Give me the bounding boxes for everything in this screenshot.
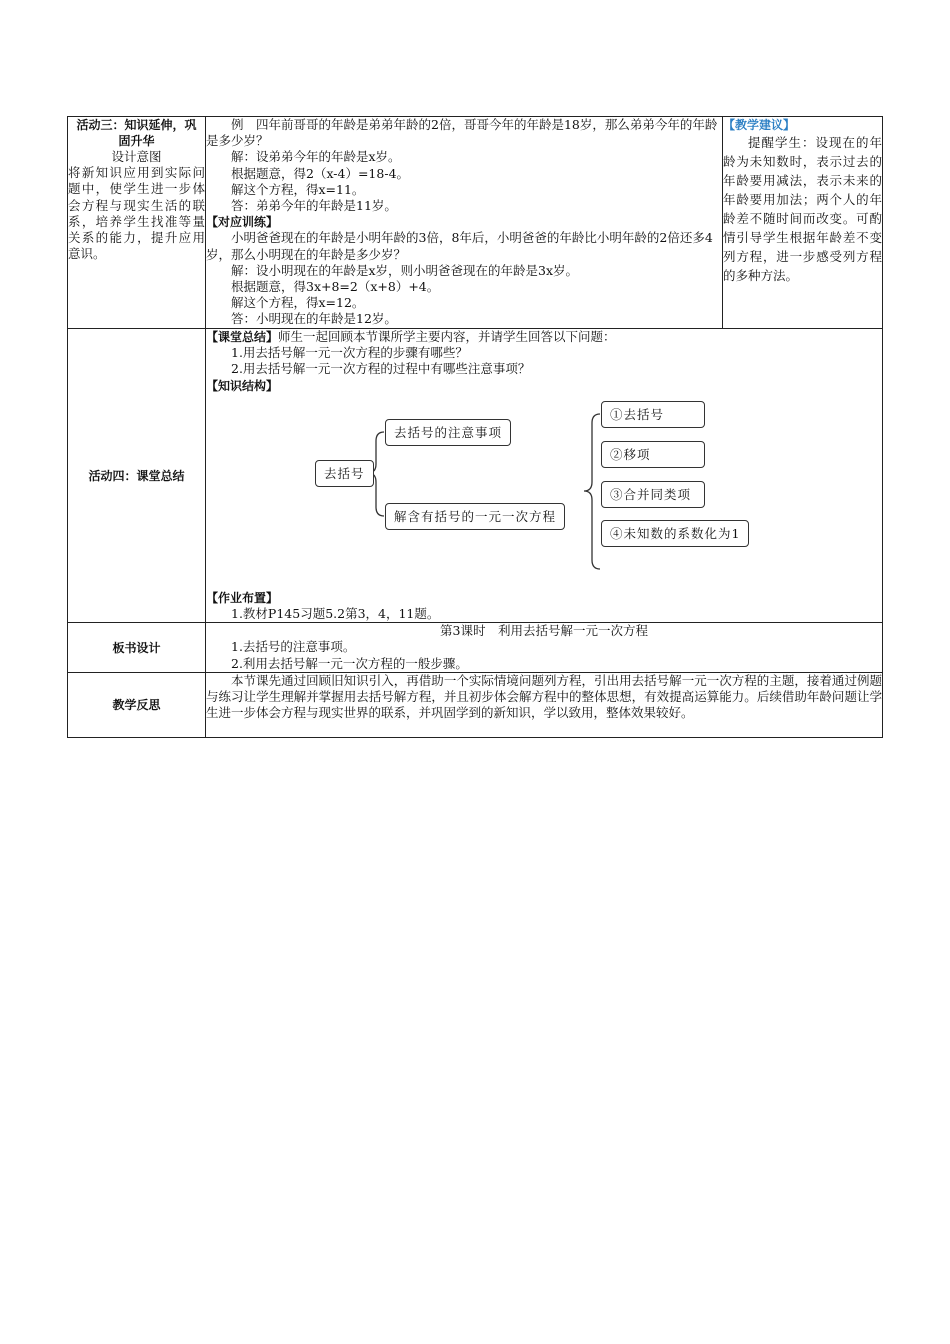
reflection-label-cell <box>68 672 206 737</box>
diagram-connectors <box>206 394 866 590</box>
board-line-2: 2.利用去括号解一元一次方程的一般步骤。 <box>231 655 468 671</box>
homework-label: 【作业布置】 <box>206 590 279 605</box>
reflection-title: 教学反思 <box>112 698 161 713</box>
map-step-2: ②移项 <box>601 441 705 468</box>
design-intent-label: 设计意图 <box>111 149 162 164</box>
steps-brace <box>584 414 600 569</box>
board-design-label-cell <box>68 623 206 673</box>
practice-question: 小明爸爸现在的年龄是小明年龄的3倍，8年后，小明爸爸的年龄比小明年龄的2倍还多4岁，那么小明现在的年龄是多少岁？ <box>206 230 713 262</box>
example-solution-2: 根据题意，得2（x-4）=18-4。 <box>231 165 410 181</box>
activity4-label-cell <box>68 329 206 623</box>
board-line-1: 1.去括号的注意事项。 <box>231 639 356 655</box>
homework-text: 1.教材P145习题5.2第3，4，11题。 <box>231 606 440 622</box>
activity4-title: 活动四：课堂总结 <box>88 469 185 484</box>
practice-solution-4: 答：小明现在的年龄是12岁。 <box>231 311 397 327</box>
structure-label: 【知识结构】 <box>206 378 279 393</box>
board-heading: 第3课时 利用去括号解一元一次方程 <box>440 623 648 639</box>
reflection-row <box>68 672 883 737</box>
map-step-1: ①去括号 <box>601 401 705 428</box>
summary-question-1: 1.用去括号解一元一次方程的步骤有哪些？ <box>231 345 468 361</box>
practice-label: 【对应训练】 <box>206 215 279 230</box>
summary-text: 师生一起回顾本节课所学主要内容，并请学生回答以下问题： <box>278 329 616 344</box>
design-intent-text: 将新知识应用到实际问题中，使学生进一步体会方程与现实生活的联系，培养学生找准等量关系的能力，提升应用意识。 <box>68 165 205 262</box>
activity4-row <box>68 329 883 623</box>
board-design-content-cell <box>206 623 883 673</box>
activity3-content-cell <box>206 117 723 329</box>
activity3-title: 活动三：知识延伸，巩固升华 <box>76 118 197 148</box>
teaching-suggestion-label: 【教学建议】 <box>723 118 796 132</box>
map-branch-notes: 去括号的注意事项 <box>385 419 511 446</box>
activity4-content-cell <box>206 329 883 623</box>
lesson-table <box>67 116 883 738</box>
reflection-content-cell <box>206 672 883 737</box>
map-step-4: ④未知数的系数化为1 <box>601 520 749 547</box>
practice-solution-1: 解：设小明现在的年龄是x岁，则小明爸爸现在的年龄是3x岁。 <box>231 262 579 278</box>
map-branch-solve: 解含有括号的一元一次方程 <box>385 503 565 530</box>
activity3-label-cell <box>68 117 206 329</box>
knowledge-structure-diagram <box>206 394 882 590</box>
activity3-row <box>68 117 883 329</box>
teaching-suggestion-text: 提醒学生：设现在的年龄为未知数时，表示过去的年龄要用减法，表示未来的年龄要用加法；两个人的年龄差不随时间而改变。可酌情引导学生根据年龄差不变列方程，进一步感受列方程的多种方法。 <box>723 135 882 283</box>
summary-question-2: 2.用去括号解一元一次方程的过程中有哪些注意事项？ <box>231 361 531 377</box>
example-question: 例 四年前哥哥的年龄是弟弟年龄的2倍，哥哥今年的年龄是18岁，那么弟弟今年的年龄是多少岁？ <box>206 117 718 149</box>
board-design-title: 板书设计 <box>112 641 161 656</box>
example-solution-1: 解：设弟弟今年的年龄是x岁。 <box>231 149 401 165</box>
board-design-row <box>68 623 883 673</box>
map-root-node: 去括号 <box>315 460 374 487</box>
map-step-3: ③合并同类项 <box>601 481 705 508</box>
summary-label: 【课堂总结】 <box>206 330 279 344</box>
example-solution-4: 答：弟弟今年的年龄是11岁。 <box>231 198 397 214</box>
lesson-plan-page <box>67 116 883 738</box>
practice-solution-2: 根据题意，得3x+8=2（x+8）+4。 <box>231 279 440 295</box>
reflection-text: 本节课先通过回顾旧知识引入，再借助一个实际情境问题列方程，引出用去括号解一元一次方程的主题，接着通过例题与练习让学生理解并掌握用去括号解方程，并且初步体会解方程中的整体思想，有效提高运算能力。后续借助年龄问题让学生进一步体会方程与现实世界的联系，并巩固学到的新知识，学以致用，整体效果较好。 <box>206 672 882 721</box>
teaching-suggestion-cell <box>723 117 883 329</box>
example-solution-3: 解这个方程，得x=11。 <box>231 181 365 197</box>
practice-solution-3: 解这个方程，得x=12。 <box>231 295 365 311</box>
